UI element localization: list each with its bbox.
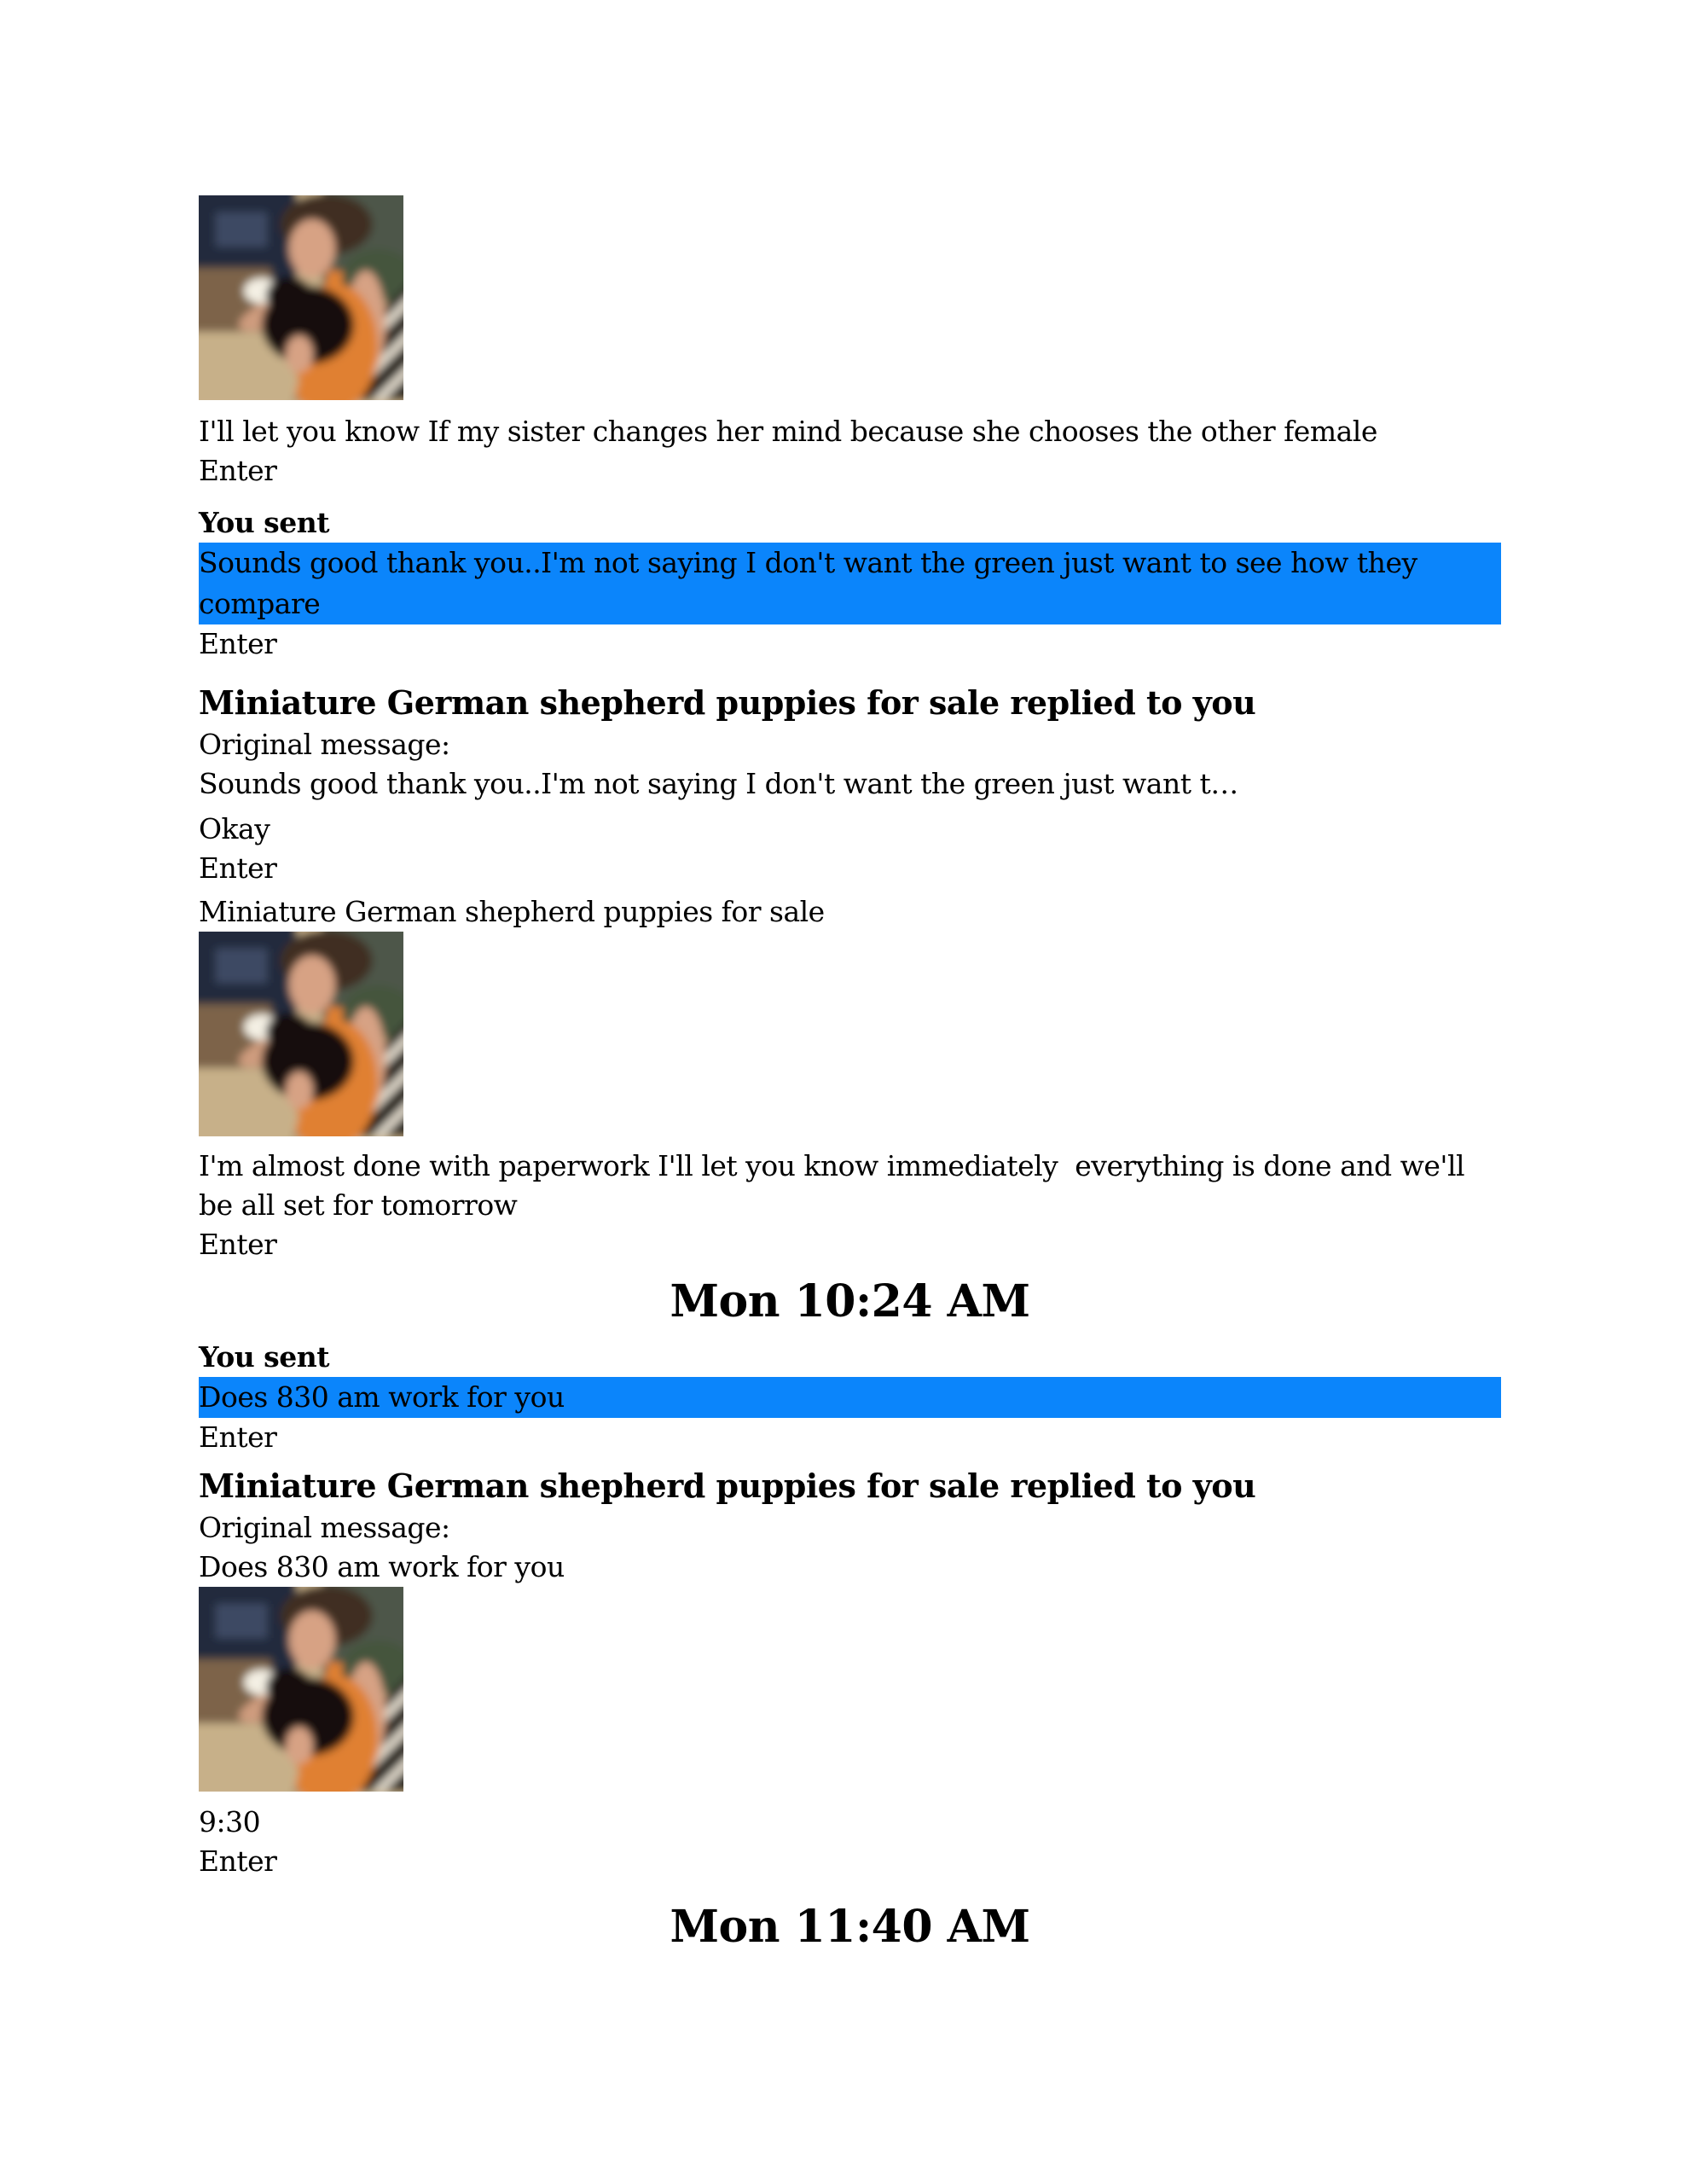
enter-label: Enter xyxy=(199,1228,277,1261)
enter-label: Enter xyxy=(199,454,277,487)
enter-label: Enter xyxy=(199,1844,277,1878)
page-name-text: Miniature German shepherd puppies for sale xyxy=(199,895,825,928)
you-sent-label: You sent xyxy=(199,506,329,539)
enter-label: Enter xyxy=(199,627,277,660)
sender-photo xyxy=(199,1587,403,1792)
message-text: I'll let you know If my sister changes her mind because she chooses the other female xyxy=(199,415,1377,448)
reply-heading: Miniature German shepherd puppies for sale replied to you xyxy=(199,683,1256,722)
message-text: I'm almost done with paperwork I'll let you know immediately everything is done and we'll xyxy=(199,1149,1465,1182)
timestamp-heading: Mon 10:24 AM xyxy=(670,1275,1030,1327)
quoted-message: Sounds good thank you..I'm not saying I don't want the green just want t… xyxy=(199,767,1238,800)
quoted-message: Does 830 am work for you xyxy=(199,1550,565,1583)
timestamp-heading: Mon 11:40 AM xyxy=(670,1901,1030,1953)
original-message-label: Original message: xyxy=(199,728,450,761)
enter-label: Enter xyxy=(199,1420,277,1454)
highlighted-sent-message xyxy=(199,1377,1501,1418)
message-text: Does 830 am work for you xyxy=(199,1380,565,1414)
message-text: Sounds good thank you..I'm not saying I don't want the green just want to see how they xyxy=(199,546,1417,579)
message-text: compare xyxy=(199,587,321,620)
sender-photo xyxy=(199,195,403,400)
highlighted-sent-message xyxy=(199,543,1501,624)
sender-photo xyxy=(199,932,403,1136)
enter-label: Enter xyxy=(199,851,277,885)
original-message-label: Original message: xyxy=(199,1511,450,1544)
message-text: be all set for tomorrow xyxy=(199,1188,518,1222)
message-text: Okay xyxy=(199,812,270,845)
you-sent-label: You sent xyxy=(199,1340,329,1374)
message-text: 9:30 xyxy=(199,1805,261,1838)
reply-heading: Miniature German shepherd puppies for sale replied to you xyxy=(199,1467,1256,1505)
